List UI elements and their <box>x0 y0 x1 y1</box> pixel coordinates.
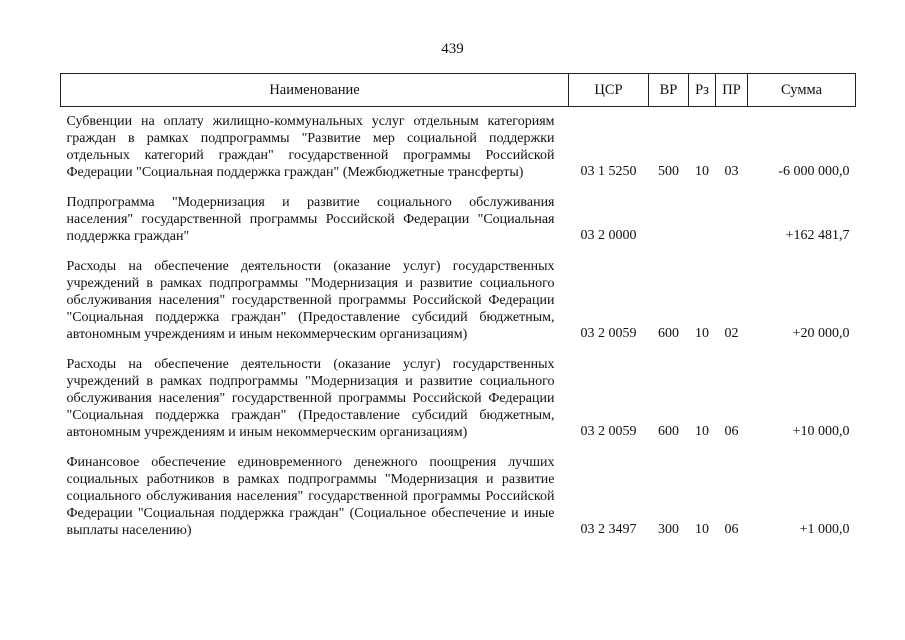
row-spacer <box>61 343 856 350</box>
row-spacer <box>61 441 856 448</box>
row-vr: 600 <box>658 326 679 341</box>
row-csr: 03 2 0059 <box>580 424 637 439</box>
table-row <box>61 350 856 441</box>
row-vr: 500 <box>658 164 679 179</box>
row-pr: 02 <box>724 326 739 341</box>
row-name: Расходы на обеспечение деятельности (оказание услуг) государственных учреждений в рамках подпрограммы "Модернизация и развитие социального обслуживания населения" государственной программы Российской Федерации "Социальная поддержка граждан" (Предоставление субсидий бюджетным, автономным учреждениям и иным некоммерческим организациям) <box>66 357 555 440</box>
row-spacer <box>61 181 856 188</box>
row-rz: 10 <box>695 164 709 179</box>
header-name: Наименование <box>61 74 569 107</box>
header-csr: ЦСР <box>569 74 649 107</box>
page-number: 439 <box>441 41 464 57</box>
row-vr: 600 <box>658 424 679 439</box>
row-csr: 03 1 5250 <box>580 164 637 179</box>
spacer-cell <box>61 245 856 252</box>
row-csr: 03 2 0059 <box>580 326 637 341</box>
table-row <box>61 107 856 182</box>
table-row <box>61 252 856 343</box>
row-pr: 03 <box>724 164 739 179</box>
table-row <box>61 188 856 245</box>
row-vr: 300 <box>658 522 679 537</box>
row-sum: +20 000,0 <box>792 326 850 341</box>
header-rz: Рз <box>689 74 716 107</box>
row-sum: +10 000,0 <box>792 424 850 439</box>
row-name: Подпрограмма "Модернизация и развитие социального обслуживания населения" государственной программы Российской Федерации "Социальная поддержка граждан" <box>66 195 555 244</box>
header-pr: ПР <box>716 74 748 107</box>
row-name: Финансовое обеспечение единовременного денежного поощрения лучших социальных работников в рамках подпрограммы "Модернизация и развитие социального обслуживания населения" государственной программы Российской Федерации "Социальная поддержка граждан" (Социальное обеспечение и иные выплаты населению) <box>66 455 555 538</box>
row-pr <box>716 188 748 245</box>
row-csr: 03 2 3497 <box>580 522 637 537</box>
row-csr: 03 2 0000 <box>580 228 637 243</box>
budget-table <box>60 73 856 539</box>
row-rz: 10 <box>695 326 709 341</box>
row-pr: 06 <box>724 424 739 439</box>
row-rz <box>689 188 716 245</box>
row-sum: +1 000,0 <box>799 522 850 537</box>
row-name: Расходы на обеспечение деятельности (оказание услуг) государственных учреждений в рамках подпрограммы "Модернизация и развитие социального обслуживания населения" государственной программы Российской Федерации "Социальная поддержка граждан" (Предоставление субсидий бюджетным, автономным учреждениям и иным некоммерческим организациям) <box>66 259 555 342</box>
header-sum: Сумма <box>748 74 856 107</box>
spacer-cell <box>61 343 856 350</box>
row-rz: 10 <box>695 522 709 537</box>
spacer-cell <box>61 181 856 188</box>
row-name: Субвенции на оплату жилищно-коммунальных услуг отдельным категориям граждан в рамках подпрограммы "Развитие мер социальной поддержки отдельных категорий граждан" государственной программы Российской Федерации "Социальная поддержка граждан" (Межбюджетные трансферты) <box>66 114 555 180</box>
row-spacer <box>61 245 856 252</box>
row-sum: -6 000 000,0 <box>778 164 850 179</box>
row-rz: 10 <box>695 424 709 439</box>
row-vr <box>649 188 689 245</box>
table-header-row <box>61 74 856 107</box>
table-row <box>61 448 856 539</box>
row-sum: +162 481,7 <box>785 228 850 243</box>
spacer-cell <box>61 441 856 448</box>
row-pr: 06 <box>724 522 739 537</box>
header-vr: ВР <box>649 74 689 107</box>
